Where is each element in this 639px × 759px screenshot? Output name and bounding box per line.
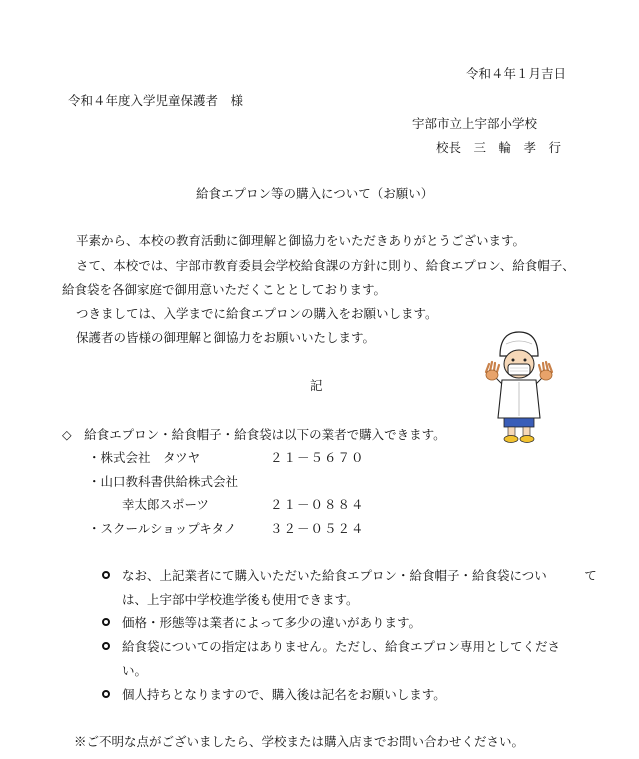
document-date: 令和４年１月吉日	[466, 66, 567, 81]
circle-bullet-icon	[102, 618, 110, 626]
vendor-name-3: 幸太郎スポーツ	[122, 497, 210, 512]
note-2-line-1: 価格・形態等は業者によって多少の違いがあります。	[122, 615, 422, 630]
circle-bullet-icon	[102, 642, 110, 650]
vendor-name-1: ・株式会社 タツヤ	[88, 450, 201, 465]
vendor-name-4: ・スクールショップキタノ	[88, 521, 237, 536]
ki-heading: 記	[310, 378, 323, 393]
child-in-lunch-apron-illustration	[484, 326, 554, 444]
note-1-line-1: なお、上記業者にて購入いただいた給食エプロン・給食帽子・給食袋につい て	[122, 568, 597, 583]
body-paragraph-3: つきましては、入学までに給食エプロンの購入をお願いします。	[76, 306, 438, 321]
recipient-line: 令和４年度入学児童保護者 様	[68, 93, 244, 108]
body-paragraph-4: 保護者の皆様の御理解と御協力をお願いいたします。	[76, 330, 376, 345]
circle-bullet-icon	[102, 690, 110, 698]
vendor-name-2: ・山口教科書供給株式会社	[88, 474, 239, 489]
body-paragraph-2-cont: 給食袋を各御家庭で御用意いただくこととしております。	[62, 282, 387, 297]
note-3-line-1: 給食袋についての指定はありません。ただし、給食エプロン専用としてくださ	[122, 639, 561, 654]
body-paragraph-2: さて、本校では、宇部市教育委員会学校給食課の方針に則り、給食エプロン、給食帽子、	[76, 258, 575, 273]
note-1-line-2: は、上宇部中学校進学後も使用できます。	[122, 592, 359, 607]
vendor-phone-1: ２１－５６７０	[270, 450, 365, 465]
school-name: 宇部市立上宇部小学校	[412, 116, 538, 131]
footer-contact-note: ※ご不明な点がございましたら、学校または購入店までお問い合わせください。	[74, 734, 525, 749]
body-paragraph-1: 平素から、本校の教育活動に御理解と御協力をいただきありがとうございます。	[76, 233, 526, 248]
vendor-phone-3: ２１－０８８４	[270, 497, 365, 512]
principal-name: 校長 三 輪 孝 行	[436, 140, 562, 155]
vendor-intro: ◇ 給食エプロン・給食帽子・給食袋は以下の業者で購入できます。	[62, 427, 446, 442]
note-3-line-2: い。	[122, 663, 148, 678]
document-title: 給食エプロン等の購入について（お願い）	[196, 186, 434, 201]
circle-bullet-icon	[102, 571, 110, 579]
vendor-phone-4: ３２－０５２４	[270, 521, 365, 536]
note-4-line-1: 個人持ちとなりますので、購入後は記名をお願いします。	[122, 687, 446, 702]
